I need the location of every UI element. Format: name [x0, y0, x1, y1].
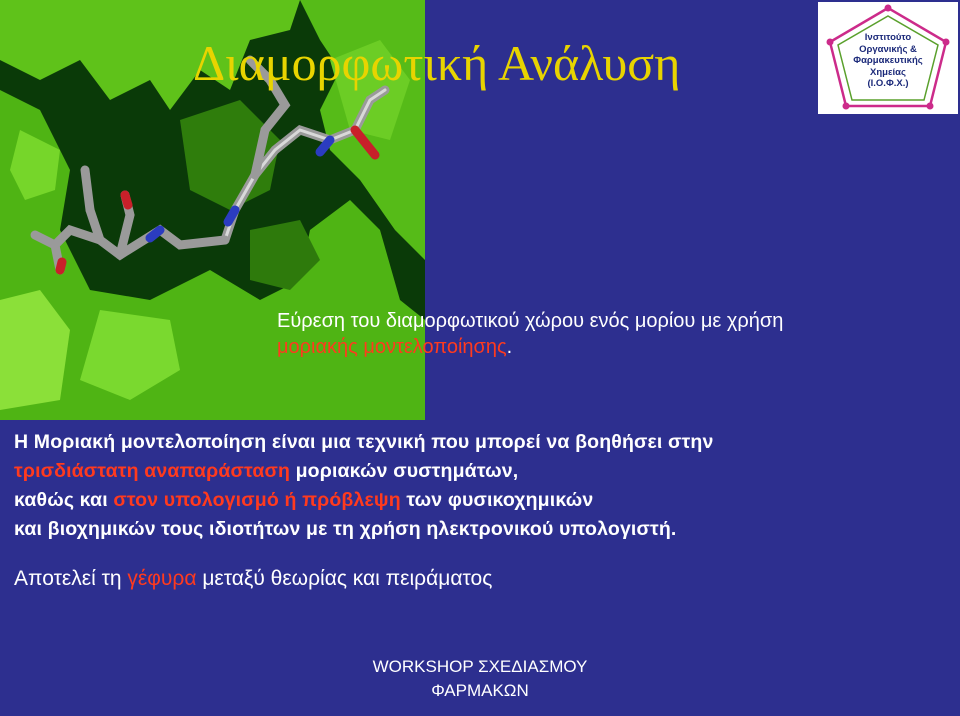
body-line-3-start: καθώς και — [14, 489, 114, 511]
slide-title: Διαμορφωτική Ανάλυση — [193, 35, 681, 91]
body-line-2-rest: μοριακών συστημάτων, — [290, 460, 519, 482]
caption-text: Εύρεση του διαμορφωτικού χώρου ενός μορίου με χρήση — [277, 310, 784, 332]
logo-line: Χημείας — [870, 66, 906, 78]
caption-highlight: μοριακής μοντελοποίησης — [277, 336, 507, 358]
logo-text — [818, 32, 958, 90]
logo-line: (Ι.Ο.Φ.Χ.) — [867, 78, 909, 89]
body-highlight-2: στον υπολογισμό ή πρόβλεψη — [113, 489, 401, 511]
logo-line: Οργανικής & — [859, 43, 917, 55]
body-highlight-1: τρισδιάστατη αναπαράσταση — [14, 460, 291, 482]
institute-logo — [818, 2, 958, 114]
body-line-1: Η Μοριακή μοντελοποίηση είναι μια τεχνική που μπορεί να βοηθήσει στην — [14, 431, 714, 453]
footer-line-2: ΦΑΡΜΑΚΩΝ — [431, 681, 529, 700]
slide-footer — [330, 655, 630, 703]
conclusion-line — [14, 567, 492, 591]
body-paragraph — [14, 428, 713, 544]
body-line-4: και βιοχημικών τους ιδιοτήτων με τη χρήση ηλεκτρονικού υπολογιστή. — [14, 518, 677, 540]
body-line-3-rest: των φυσικοχημικών — [400, 489, 594, 511]
caption-period: . — [506, 336, 513, 358]
conclusion-start: Αποτελεί τη — [14, 567, 128, 590]
conclusion-highlight: γέφυρα — [127, 567, 197, 590]
image-caption — [277, 308, 783, 360]
logo-line: Ινστιτούτο — [864, 32, 912, 43]
conclusion-end: μεταξύ θεωρίας και πειράματος — [196, 567, 493, 590]
footer-line-1: WORKSHOP ΣΧΕΔΙΑΣΜΟΥ — [372, 657, 588, 676]
logo-line: Φαρμακευτικής — [853, 55, 923, 66]
